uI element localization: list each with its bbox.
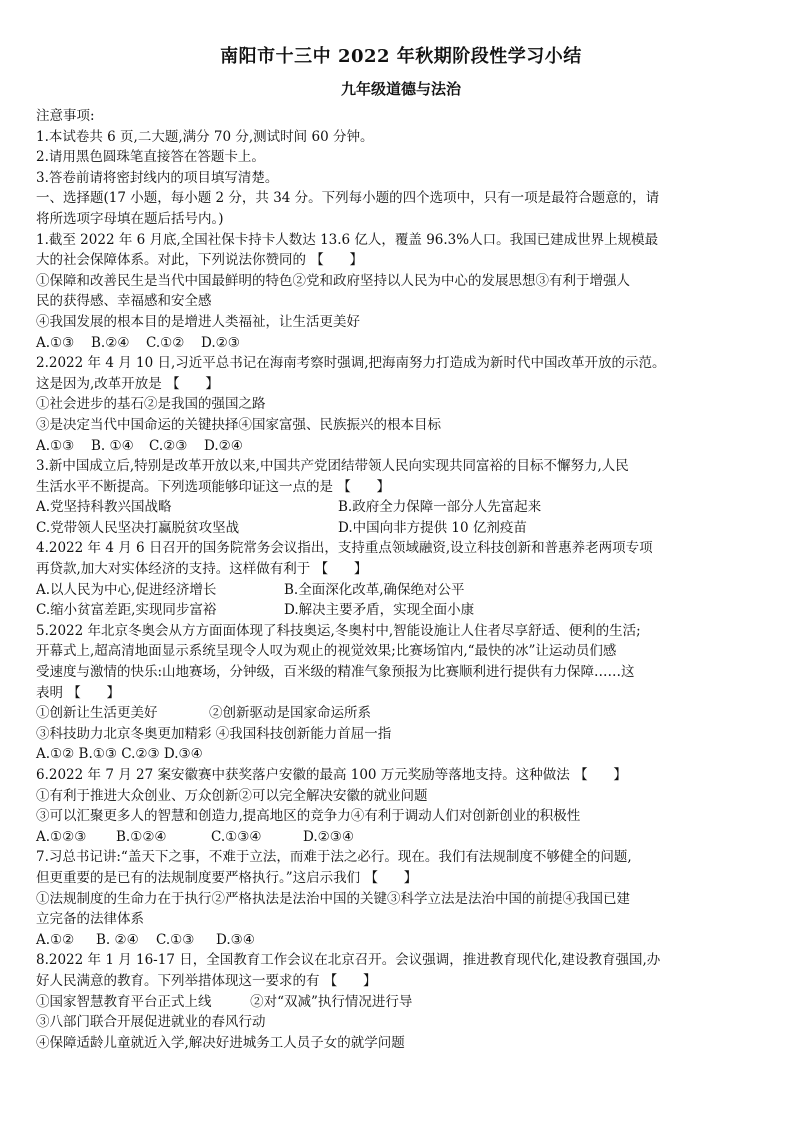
question-7 [36, 847, 766, 950]
question-2 [36, 353, 766, 456]
question-statement: ③是决定当代中国命运的关键抉择④国家富强、民族振兴的根本目标 [36, 416, 441, 433]
question-stem: 2.2022 年 4 月 10 日,习近平总书记在海南考察时强调,把海南努力打造成为新时代中国改革开放的示范。 [36, 355, 666, 372]
option-a: A.①③ [36, 334, 75, 351]
question-statement: ④我国发展的根本目的是增进人类福祉，让生活更美好 [36, 313, 360, 330]
option-c: C.②③ [149, 437, 188, 454]
question-stem: 生活水平不断提高。下列选项能够印证这一点的是 【 】 [36, 478, 391, 495]
options-grid [36, 580, 766, 621]
option-b: B.①②④ [116, 828, 167, 845]
option-d: D.②④ [204, 437, 243, 454]
option-c: C.党带领人民坚决打赢脱贫攻坚战 [36, 519, 240, 536]
options-row [36, 333, 766, 354]
exam-title: 南阳市十三中 2022 年秋期阶段性学习小结 [220, 46, 582, 67]
option-a: A.①② [36, 931, 75, 948]
question-stem: 3.新中国成立后,特别是改革开放以来,中国共产党团结带领人民向实现共同富裕的目标不懈努力,人民 [36, 458, 629, 475]
options-row [36, 827, 766, 848]
question-statement: ①法规制度的生命力在于执行②严格执法是法治中国的关键③科学立法是法治中国的前提④我国已建 [36, 890, 630, 907]
question-statement: ①创新让生活更美好 ②创新驱动是国家命运所系 [36, 705, 371, 722]
option-b: B. ②④ [96, 931, 139, 948]
question-statement: ①国家智慧教育平台正式上线 ②对“双减”执行情况进行导 [36, 993, 413, 1010]
option-a: A.①③ [36, 437, 75, 454]
question-statement: ④保障适龄儿童就近入学,解决好进城务工人员子女的就学问题 [36, 1034, 405, 1051]
question-statement: 民的获得感、幸福感和安全感 [36, 293, 212, 310]
option-d: D.中国向非方提供 10 亿剂疫苗 [338, 519, 527, 536]
note-item: 1.本试卷共 6 页,二大题,满分 70 分,测试时间 60 分钟。 [36, 128, 374, 145]
option-b: B. ①④ [91, 437, 134, 454]
question-statement: ③科技助力北京冬奥更加精彩 ④我国科技创新能力首屈一指 [36, 725, 392, 742]
section-heading [36, 188, 766, 229]
option-c: C.缩小贫富差距,实现同步富裕 [36, 602, 217, 619]
question-stem: 但更重要的是已有的法规制度要严格执行。”这启示我们 【 】 [36, 869, 418, 886]
question-1 [36, 230, 766, 354]
section-heading-line: 将所选项字母填在题后括号内。) [36, 210, 224, 227]
question-statement: ①社会进步的基石②是我国的强国之路 [36, 396, 266, 413]
question-stem: 8.2022 年 1 月 16-17 日，全国教育工作会议在北京召开。会议强调，推进教育现代化,建设教育强国,办 [36, 952, 661, 969]
question-stem: 6.2022 年 7 月 27 案安徽赛中获奖落户安徽的最高 100 万元奖励等落地支持。这种做法 【 】 [36, 767, 627, 783]
note-item: 2.请用黑色圆珠笔直接答在答题卡上。 [36, 149, 265, 166]
question-4 [36, 538, 766, 620]
question-statement: ③八部门联合开展促进就业的春风行动 [36, 1014, 266, 1031]
question-stem: 7.习总书记讲:“盖天下之事，不难于立法，而难于法之必行。现在。我们有法规制度不够健全的问题, [36, 849, 632, 866]
question-statement: ①有利于推进大众创业、万众创新②可以完全解决安徽的就业问题 [36, 787, 428, 804]
question-5 [36, 621, 766, 765]
option-c: C.①③ [156, 931, 195, 948]
question-stem: 4.2022 年 4 月 6 日召开的国务院常务会议指出，支持重点领域融资,设立科技创新和普惠养老两项专项 [36, 540, 653, 557]
section-heading-line: 一、选择题(17 小题，每小题 2 分，共 34 分。下列每小题的四个选项中，只有一项是最符合题意的，请 [36, 190, 660, 207]
question-stem: 1.截至 2022 年 6 月底,全国社保卡持卡人数达 13.6 亿人，覆盖 96.3%人口。我国已建成世界上规模最 [36, 231, 659, 248]
question-stem: 大的社会保障体系。对此，下列说法你赞同的 【 】 [36, 252, 364, 269]
option-b: B.全面深化改革,确保绝对公平 [284, 581, 465, 598]
question-8 [36, 950, 766, 1053]
option-a: A.①②③ [36, 828, 87, 845]
question-stem: 开幕式上,超高清地面显示系统呈现令人叹为观止的视觉效果;比赛场馆内,“最快的冰”让运动员们感 [36, 643, 617, 660]
question-stem: 5.2022 年北京冬奥会从方方面面体现了科技奥运,冬奥村中,智能设施让人住者尽享舒适、便利的生活; [36, 622, 641, 639]
notes-heading: 注意事项: [36, 108, 95, 124]
note-item: 3.答卷前请将密封线内的项目填写清楚。 [36, 169, 279, 186]
options-row [36, 930, 766, 951]
question-statement: 立完备的法律体系 [36, 911, 144, 928]
option-d: D.②③④ [303, 828, 354, 845]
question-3 [36, 456, 766, 538]
option-b: B.政府全力保障一部分人先富起来 [338, 499, 542, 516]
question-6 [36, 765, 766, 847]
question-stem: 好人民满意的教育。下列举措体现这一要求的有 【 】 [36, 972, 377, 989]
question-stem: 表明 【 】 [36, 684, 121, 701]
exam-subtitle: 九年级道德与法治 [340, 80, 461, 98]
question-statement: ③可以汇聚更多人的智慧和创造力,提高地区的竞争力④有利于调动人们对创新创业的积极性 [36, 808, 581, 825]
option-b: B.②④ [91, 334, 130, 351]
options-row: A.①② B.①③ C.②③ D.③④ [36, 746, 203, 763]
question-statement: ①保障和改善民生是当代中国最鲜明的特色②党和政府坚持以人民为中心的发展思想③有利于增强人 [36, 272, 630, 289]
option-a: A.党坚持科教兴国战略 [36, 499, 172, 516]
option-c: C.①② [146, 334, 185, 351]
question-stem: 这是因为,改革开放是 【 】 [36, 375, 219, 392]
question-stem: 受速度与激情的快乐:山地赛场，分钟级，百米级的精准气象预报为比赛顺利进行提供有力保障……这 [36, 664, 635, 681]
option-a: A.以人民为中心,促进经济增长 [36, 581, 217, 598]
exam-page [36, 44, 766, 1053]
options-grid [36, 497, 766, 538]
option-d: D.②③ [201, 334, 240, 351]
option-d: D.③④ [216, 931, 255, 948]
option-d: D.解决主要矛盾，实现全面小康 [284, 602, 475, 619]
options-row [36, 436, 766, 457]
question-stem: 再贷款,加大对实体经济的支持。这样做有利于 【 】 [36, 561, 368, 578]
option-c: C.①③④ [211, 828, 262, 845]
notes-block [36, 106, 766, 188]
